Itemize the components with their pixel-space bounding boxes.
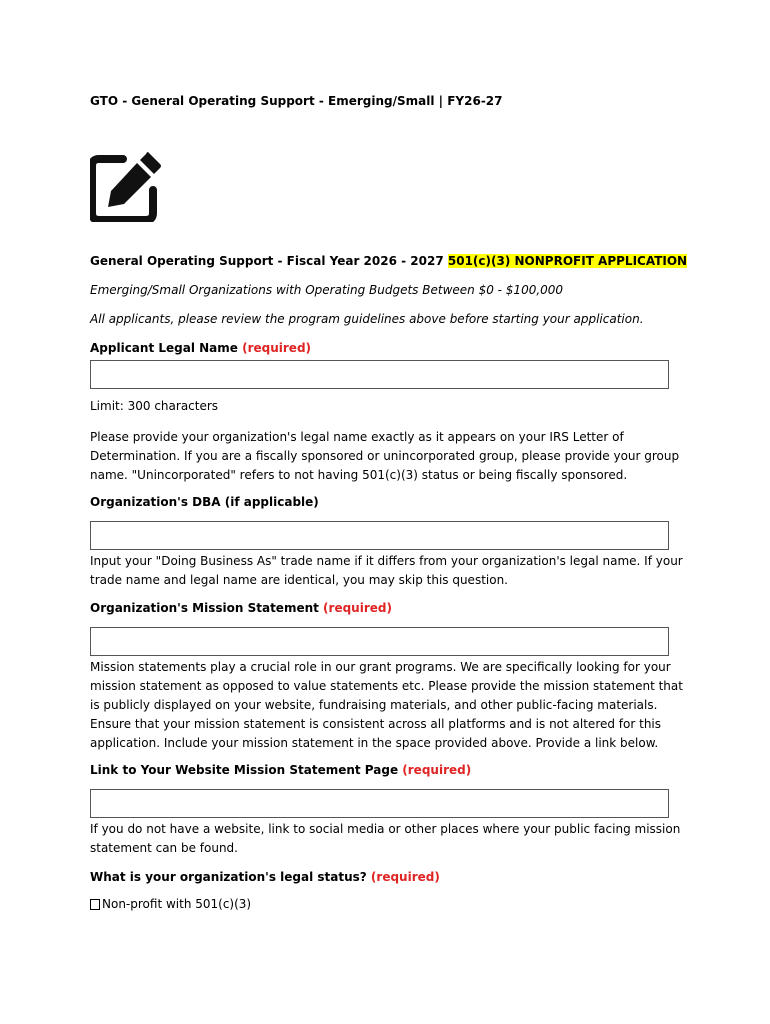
required-marker: (required) xyxy=(370,870,440,884)
website-help: If you do not have a website, link to social media or other places where your public facing mission statement can be found. xyxy=(90,822,681,855)
website-label: Link to Your Website Mission Statement Page (required) xyxy=(90,763,472,777)
application-heading-main: General Operating Support - Fiscal Year 2026 - 2027 xyxy=(90,254,448,268)
dba-label: Organization's DBA (if applicable) xyxy=(90,495,319,509)
legal-name-label: Applicant Legal Name (required) xyxy=(90,341,312,355)
required-marker: (required) xyxy=(323,601,392,615)
nonprofit-checkbox[interactable] xyxy=(90,899,100,910)
mission-input[interactable] xyxy=(90,627,669,656)
legal-name-limit: Limit: 300 characters xyxy=(90,399,219,413)
application-type-highlight: 501(c)(3) NONPROFIT APPLICATION xyxy=(447,254,688,268)
guidelines-note: All applicants, please review the program guidelines above before starting your application. xyxy=(90,312,644,326)
application-heading xyxy=(90,254,687,268)
legal-status-option-nonprofit[interactable] xyxy=(90,897,251,911)
mission-label: Organization's Mission Statement (required) xyxy=(90,601,392,615)
legal-status-label: What is your organization's legal status? (required) xyxy=(90,870,440,884)
page-title: GTO - General Operating Support - Emerging/Small | FY26-27 xyxy=(90,94,503,108)
mission-help: Mission statements play a crucial role in our grant programs. We are specifically looking for your mission statement as opposed to value statements etc. Please provide the mission statement that is publicly displayed on your website, fundraising materials, and other public-facing materials. Ensure that your mission statement is consistent across all platforms and is not altered for this application. Include your mission statement in the space provided above. Provide a link below. xyxy=(90,660,683,750)
application-subtitle: Emerging/Small Organizations with Operating Budgets Between $0 - $100,000 xyxy=(90,283,564,297)
required-marker: (required) xyxy=(242,341,312,355)
dba-help: Input your "Doing Business As" trade name if it differs from your organization's legal name. If your trade name and legal name are identical, you may skip this question. xyxy=(90,554,683,587)
legal-name-input[interactable] xyxy=(90,360,669,389)
legal-name-help: Please provide your organization's legal name exactly as it appears on your IRS Letter of Determination. If you are a fiscally sponsored or unincorporated group, please provide your group name. "Unincorporated" refers to not having 501(c)(3) status or being fiscally sponsored. xyxy=(90,430,680,482)
required-marker: (required) xyxy=(402,763,472,777)
nonprofit-option-label: Non-profit with 501(c)(3) xyxy=(102,897,252,911)
edit-icon xyxy=(90,150,162,222)
dba-input[interactable] xyxy=(90,521,669,550)
website-input[interactable] xyxy=(90,789,669,818)
